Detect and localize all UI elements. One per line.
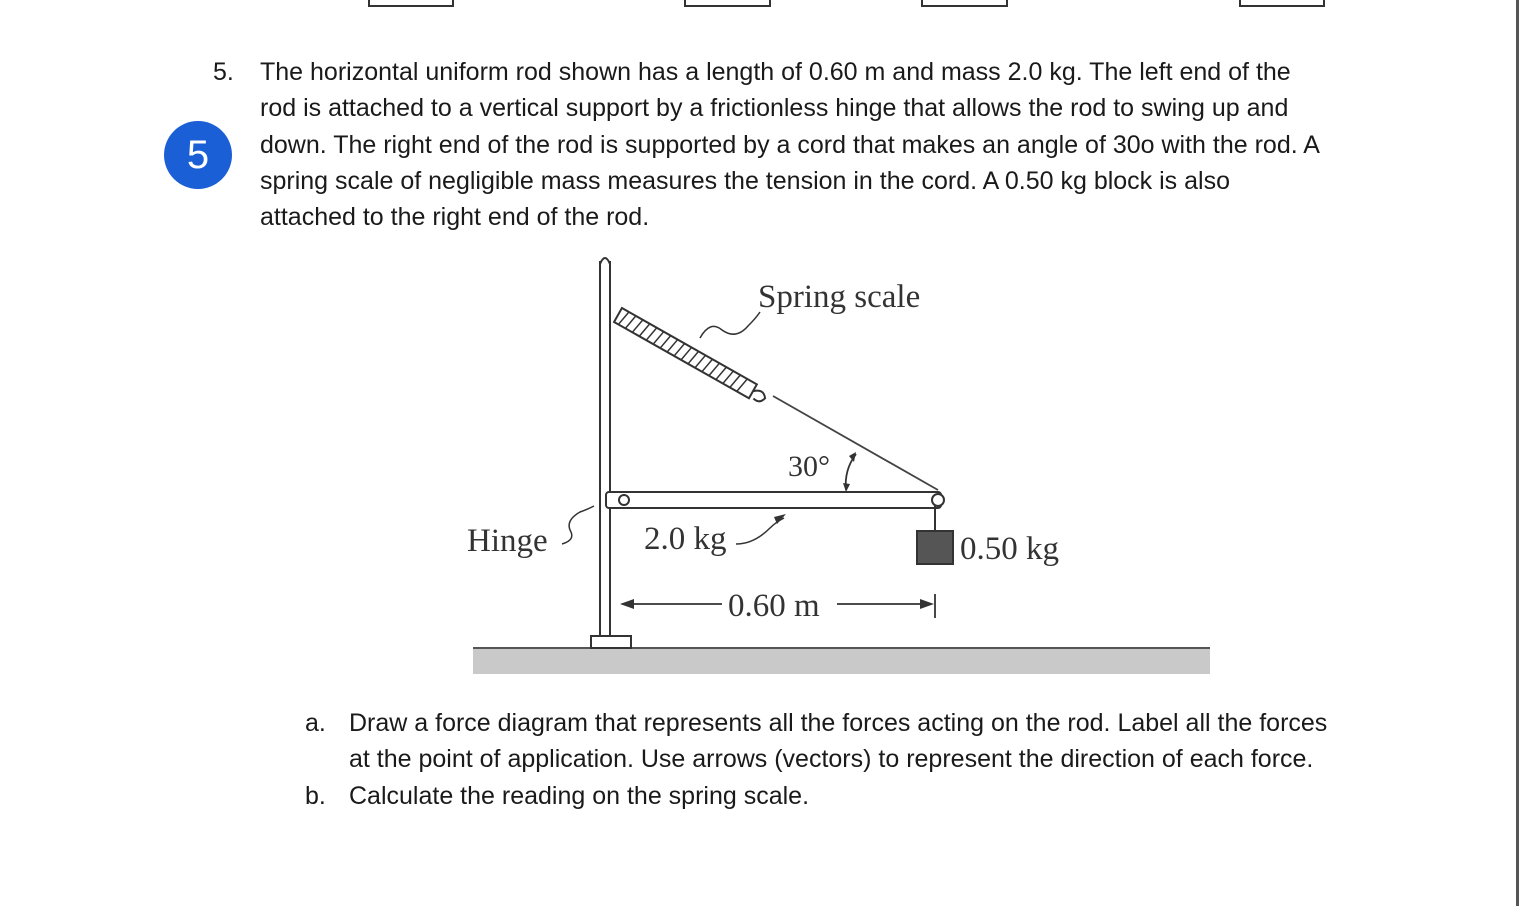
part-b-label: b. xyxy=(305,782,326,810)
spring-scale xyxy=(614,308,769,405)
floor xyxy=(473,648,1210,674)
part-a-label: a. xyxy=(305,709,326,737)
rod-mass-label: 2.0 kg xyxy=(644,521,727,557)
angle-label: 30° xyxy=(788,450,830,483)
hinge-label: Hinge xyxy=(467,523,548,559)
spring-scale-leader xyxy=(700,312,760,338)
question-line: spring scale of negligible mass measures the tension in the cord. A 0.50 kg block is also xyxy=(260,166,1230,195)
part-b-line: Calculate the reading on the spring scale. xyxy=(349,782,810,810)
question-number-badge: 5 xyxy=(164,121,232,189)
spring-scale-label: Spring scale xyxy=(758,279,921,315)
part-b-text xyxy=(349,778,809,814)
part-a-line: at the point of application. Use arrows (vectors) to represent the direction of each force. xyxy=(349,745,1314,774)
part-a-text xyxy=(349,705,1327,778)
question-number: 5. xyxy=(213,58,234,86)
part-a-line: Draw a force diagram that represents all the forces acting on the rod. Label all the forces xyxy=(349,709,1328,737)
hinge-leader xyxy=(562,506,594,544)
question-line: attached to the right end of the rod. xyxy=(260,203,650,232)
horizontal-rod xyxy=(606,492,944,508)
block-mass-label: 0.50 kg xyxy=(960,531,1059,567)
question-line: The horizontal uniform rod shown has a length of 0.60 m and mass 2.0 kg. The left end of the xyxy=(260,58,1291,86)
length-label: 0.60 m xyxy=(728,588,820,624)
question-line: down. The right end of the rod is supported by a cord that makes an angle of 30o with the rod. A xyxy=(260,130,1320,159)
hanging-block xyxy=(917,531,953,564)
question-line: rod is attached to a vertical support by a frictionless hinge that allows the rod to swing up and xyxy=(260,94,1289,123)
